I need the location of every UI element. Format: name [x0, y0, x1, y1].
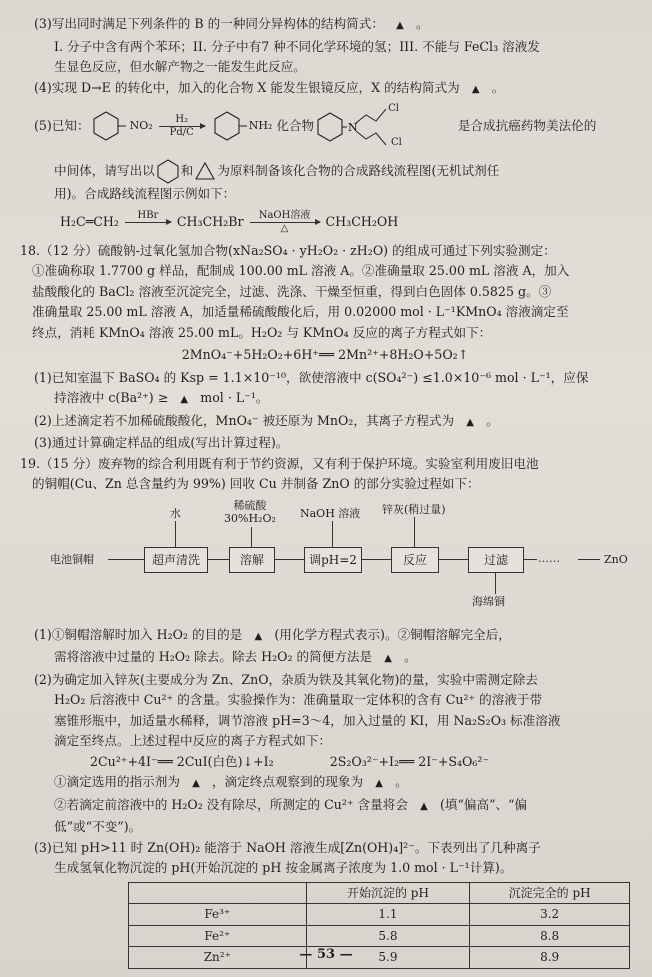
q18-line1: 18.（12 分）硫酸钠-过氧化氢加合物(xNa₂SO₄ · yH₂O₂ · zH₂O) 的组成可通过下列实验测定：	[20, 242, 556, 258]
table-header-row: 开始沉淀的 pH 沉淀完全的 pH	[129, 882, 630, 904]
q19-line1: 19.（15 分）废弃物的综合利用既有利于节约资源，又有利于保护环境。实验室利用废旧电池	[20, 455, 539, 471]
q18-line4: 准确量取 25.00 mL 溶液 A，加适量稀硫酸酸化后，用 0.02000 mol · L⁻¹KMnO₄ 溶液滴定至	[32, 304, 569, 319]
flow-input-zinc: 锌灰(稍过量)	[382, 502, 446, 516]
q19-sub3: (3)已知 pH>11 时 Zn(OH)₂ 能溶于 NaOH 溶液生成[Zn(OH)₄]²⁻。下表列出了几种离子	[34, 839, 541, 855]
q19-sub2: (2)为确定加入锌灰(主要成分为 Zn、ZnO，杂质为铁及其氧化物)的量，实验中需测定除去	[34, 671, 538, 687]
q19-sub2-part2: ②若滴定前溶液中的 H₂O₂ 没有除尽，所测定的 Cu²⁺ 含量将会▲ (填“偏高”、“偏	[20, 795, 630, 818]
example-reaction-scheme: H₂C═CH₂ HBr CH₃CH₂Br NaOH溶液 △ CH₃CH₂OH	[60, 210, 399, 234]
q19-equations: 2Cu²⁺+4I⁻══ 2CuI(白色)↓+I₂ 2S₂O₃²⁻+I₂══ 2I⁻+S₄O₆²⁻	[90, 753, 490, 769]
flow-step-dissolve: 溶解	[229, 547, 275, 573]
nitro-group-label: NO₂	[129, 118, 153, 132]
process-flow-diagram	[20, 499, 630, 619]
q18-line3: 盐酸酸化的 BaCl₂ 溶液至沉淀完全，过滤、洗涤、干燥至恒重，得到白色固体 0.5825 g。③	[32, 283, 552, 299]
flow-ellipsis: ……	[538, 551, 560, 565]
q19-line2: 的铜帽(Cu、Zn 总含量约为 99%) 回收 Cu 并制备 ZnO 的部分实验过程如下：	[32, 476, 480, 491]
answer-blank	[168, 390, 200, 411]
q19-sub3-line2: 生成氢氧化物沉淀的 pH(开始沉淀的 pH 按金属离子浓度为 1.0 mol · L⁻¹计算)。	[54, 860, 513, 875]
q18-line2: ①准确称取 1.7700 g 样品，配制成 100.00 mL 溶液 A。②准确量取 25.00 mL 溶液 A，加入	[32, 263, 570, 278]
q19-sub1-line2: 需将溶液中过量的 H₂O₂ 除去。除去 H₂O₂ 的简便方法是▲ 。	[20, 647, 630, 670]
flow-input-naoh: NaOH 溶液	[300, 506, 361, 520]
answer-blank	[460, 80, 492, 101]
q17-part3-line2: I. 分子中含有两个苯环；II. 分子中有7 种不同化学环境的氢；III. 不能与 FeCl₃ 溶液发	[54, 38, 540, 54]
chlorine-label-bottom: Cl	[390, 136, 402, 148]
q18-sub1-line2: 持溶液中 c(Ba²⁺) ≥▲ mol · L⁻¹。	[20, 388, 630, 411]
q19-sub2-part1: ①滴定选用的指示剂为▲ ，滴定终点观察到的现象为▲ 。	[20, 772, 630, 795]
arrow-hbr: HBr	[125, 210, 171, 235]
answer-blank	[454, 413, 486, 434]
q19-sub1: (1)①铜帽溶解时加入 H₂O₂ 的目的是▲ (用化学方程式表示)。②铜帽溶解完全后，	[20, 625, 630, 648]
answer-blank	[408, 797, 440, 818]
answer-blank	[363, 774, 395, 795]
flow-step-filter: 过滤	[468, 547, 524, 573]
flow-end-label: ZnO	[604, 552, 628, 566]
table-row: Fe²⁺ 5.8 8.8	[129, 925, 630, 947]
chlorine-label-top: Cl	[388, 102, 399, 114]
q18-sub3: (3)通过计算确定样品的组成(写出计算过程)。	[34, 435, 289, 450]
q17-part4: (4)实现 D→E 的转化中，加入的化合物 X 能发生银镜反应，X 的结构简式为▲ 。	[20, 78, 630, 101]
amino-group-label: NH₂	[248, 118, 273, 132]
q17-part5-line1: (5)已知： NO₂ H₂ Pd/C NH₂ 化合物 N Cl Cl 是合成抗癌药物美法伦的	[20, 100, 630, 152]
q17-part5-line3: 用)。合成路线流程图示例如下：	[54, 186, 236, 201]
flow-output-sponge-copper: 海绵铜	[472, 594, 505, 608]
q18-sub1: (1)已知室温下 BaSO₄ 的 Ksp = 1.1×10⁻¹⁰，欲使溶液中 c(SO₄²⁻) ≤1.0×10⁻⁶ mol · L⁻¹，应保	[34, 369, 589, 385]
arrow-naoh: NaOH溶液 △	[250, 210, 320, 235]
flow-step-ultrasonic-wash: 超声清洗	[144, 547, 208, 573]
q19-sub2-part2-line2: 低”或“不变”)。	[54, 819, 142, 834]
answer-blank	[180, 774, 212, 795]
reaction-arrow-h2: H₂ Pd/C	[159, 114, 205, 139]
flow-input-water: 水	[170, 506, 181, 520]
benzene-ring-icon	[155, 158, 181, 184]
q17-part5-line2: 中间体，请写出以 和 为原料制备该化合物的合成路线流程图(无机试剂任	[20, 158, 630, 184]
q18-equation: 2MnO₄⁻+5H₂O₂+6H⁺══ 2Mn²⁺+8H₂O+5O₂↑	[181, 347, 469, 362]
flow-input-acid: 稀硫酸 30%H₂O₂	[224, 498, 276, 525]
answer-blank	[372, 649, 404, 670]
arrow-line	[159, 126, 205, 127]
flow-step-adjust-ph: 调pH=2	[304, 547, 362, 573]
answer-blank	[242, 627, 274, 648]
answer-blank	[384, 16, 416, 37]
svg-text:N: N	[348, 121, 358, 134]
q17-part3-line3: 生显色反应，但水解产物之一能发生此反应。	[54, 59, 306, 74]
table-row: Zn²⁺ 5.9 8.9	[129, 947, 630, 969]
q18-line5: 终点，消耗 KMnO₄ 溶液 25.00 mL。H₂O₂ 与 KMnO₄ 反应的离子方程式如下：	[32, 324, 492, 340]
table-row: Fe³⁺ 1.1 3.2	[129, 904, 630, 926]
q19-sub2-line2: H₂O₂ 后溶液中 Cu²⁺ 的含量。实验操作为：准确量取一定体积的含有 Cu²⁺ 的溶液于带	[54, 692, 543, 707]
q17-part3: (3)写出同时满足下列条件的 B 的一种同分异构体的结构简式：▲ 。	[20, 14, 630, 37]
cyclopropane-ring-icon	[193, 160, 217, 182]
q19-sub2-line3: 塞锥形瓶中，加适量水稀释，调节溶液 pH=3～4，加入过量的 KI，用 Na₂S₂O₃ 标准溶液	[54, 712, 561, 728]
page-number: — 53 —	[299, 946, 353, 962]
q19-sub2-line4: 滴定至终点。上述过程中反应的离子方程式如下：	[54, 733, 332, 748]
flow-start-label: 电池铜帽	[50, 552, 94, 566]
flow-step-reaction: 反应	[391, 547, 439, 573]
q18-sub2: (2)上述滴定若不加稀硫酸酸化，MnO₄⁻ 被还原为 MnO₂，其离子方程式为▲ 。	[20, 411, 630, 434]
